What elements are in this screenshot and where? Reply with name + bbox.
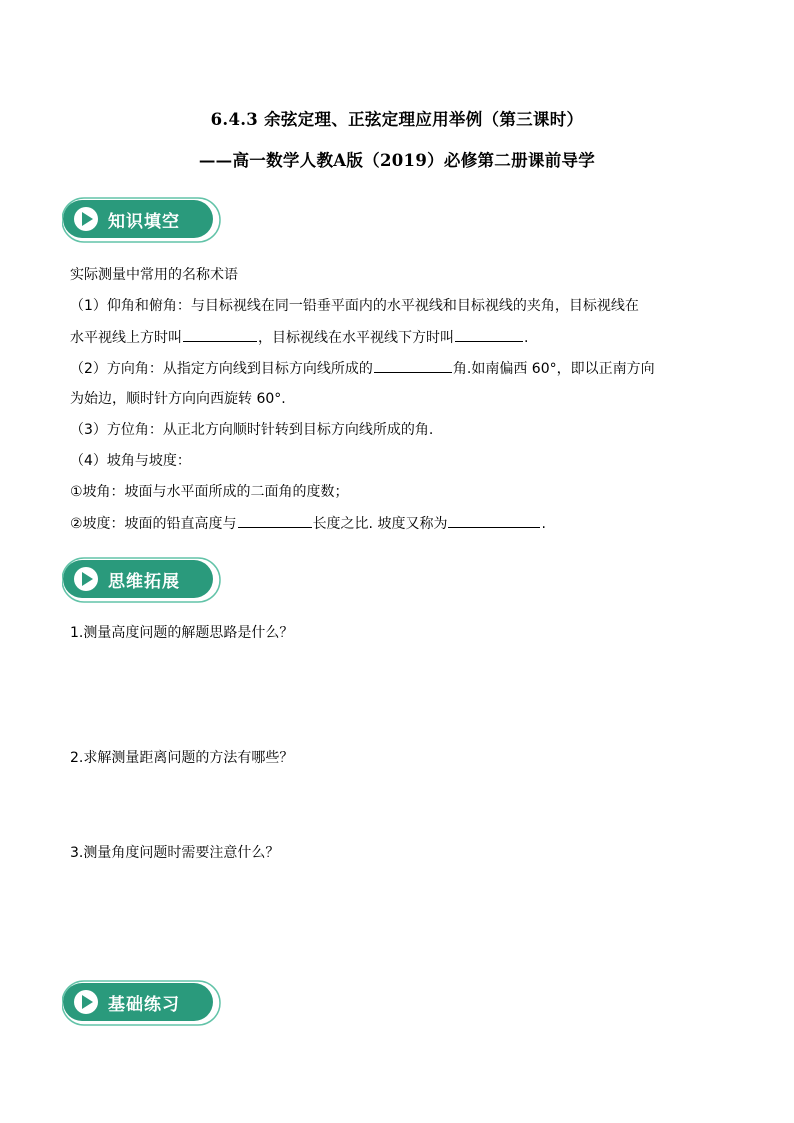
knowledge-item-4-2 bbox=[70, 513, 546, 534]
fill-blank bbox=[374, 358, 452, 373]
document-subtitle: ——高一数学人教A版（2019）必修第二册课前导学 bbox=[198, 151, 596, 170]
knowledge-item-2b: 为始边，顺时针方向向西旋转 60°. bbox=[70, 391, 286, 407]
question-2: 2.求解测量距离问题的方法有哪些？ bbox=[70, 750, 294, 766]
text: （2）方向角：从指定方向线到目标方向线所成的 bbox=[70, 361, 373, 377]
section-badge-practice bbox=[62, 979, 216, 1023]
knowledge-item-4: （4）坡角与坡度： bbox=[70, 453, 191, 469]
text: . bbox=[524, 330, 529, 346]
knowledge-item-1a: （1）仰角和俯角：与目标视线在同一铅垂平面内的水平视线和目标视线的夹角，目标视线在 bbox=[70, 298, 639, 314]
knowledge-item-3: （3）方位角：从正北方向顺时针转到目标方向线所成的角. bbox=[70, 422, 434, 438]
section-badge-knowledge bbox=[62, 196, 216, 240]
section-badge-thinking bbox=[62, 556, 216, 600]
question-3: 3.测量角度问题时需要注意什么？ bbox=[70, 845, 280, 861]
document-title: 6.4.3 余弦定理、正弦定理应用举例（第三课时） bbox=[210, 110, 584, 129]
text: 角.如南偏西 60°，即以正南方向 bbox=[452, 361, 655, 377]
text: 水平视线上方时叫 bbox=[70, 330, 182, 346]
fill-blank bbox=[183, 327, 257, 342]
question-1: 1.测量高度问题的解题思路是什么？ bbox=[70, 625, 294, 641]
fill-blank bbox=[455, 327, 523, 342]
section-title: 知识填空 bbox=[108, 212, 180, 232]
section-title: 基础练习 bbox=[108, 995, 180, 1015]
fill-blank bbox=[238, 513, 312, 528]
knowledge-item-2a bbox=[70, 358, 655, 379]
text: ②坡度：坡面的铅直高度与 bbox=[70, 516, 237, 532]
text: 长度之比. 坡度又称为 bbox=[312, 516, 448, 532]
knowledge-item-1b bbox=[70, 327, 528, 348]
text: . bbox=[541, 516, 546, 532]
knowledge-item-4-1: ①坡角：坡面与水平面所成的二面角的度数； bbox=[70, 484, 349, 500]
text: ，目标视线在水平视线下方时叫 bbox=[258, 330, 454, 346]
knowledge-intro: 实际测量中常用的名称术语 bbox=[70, 267, 238, 283]
section-title: 思维拓展 bbox=[108, 572, 180, 592]
fill-blank bbox=[448, 513, 540, 528]
